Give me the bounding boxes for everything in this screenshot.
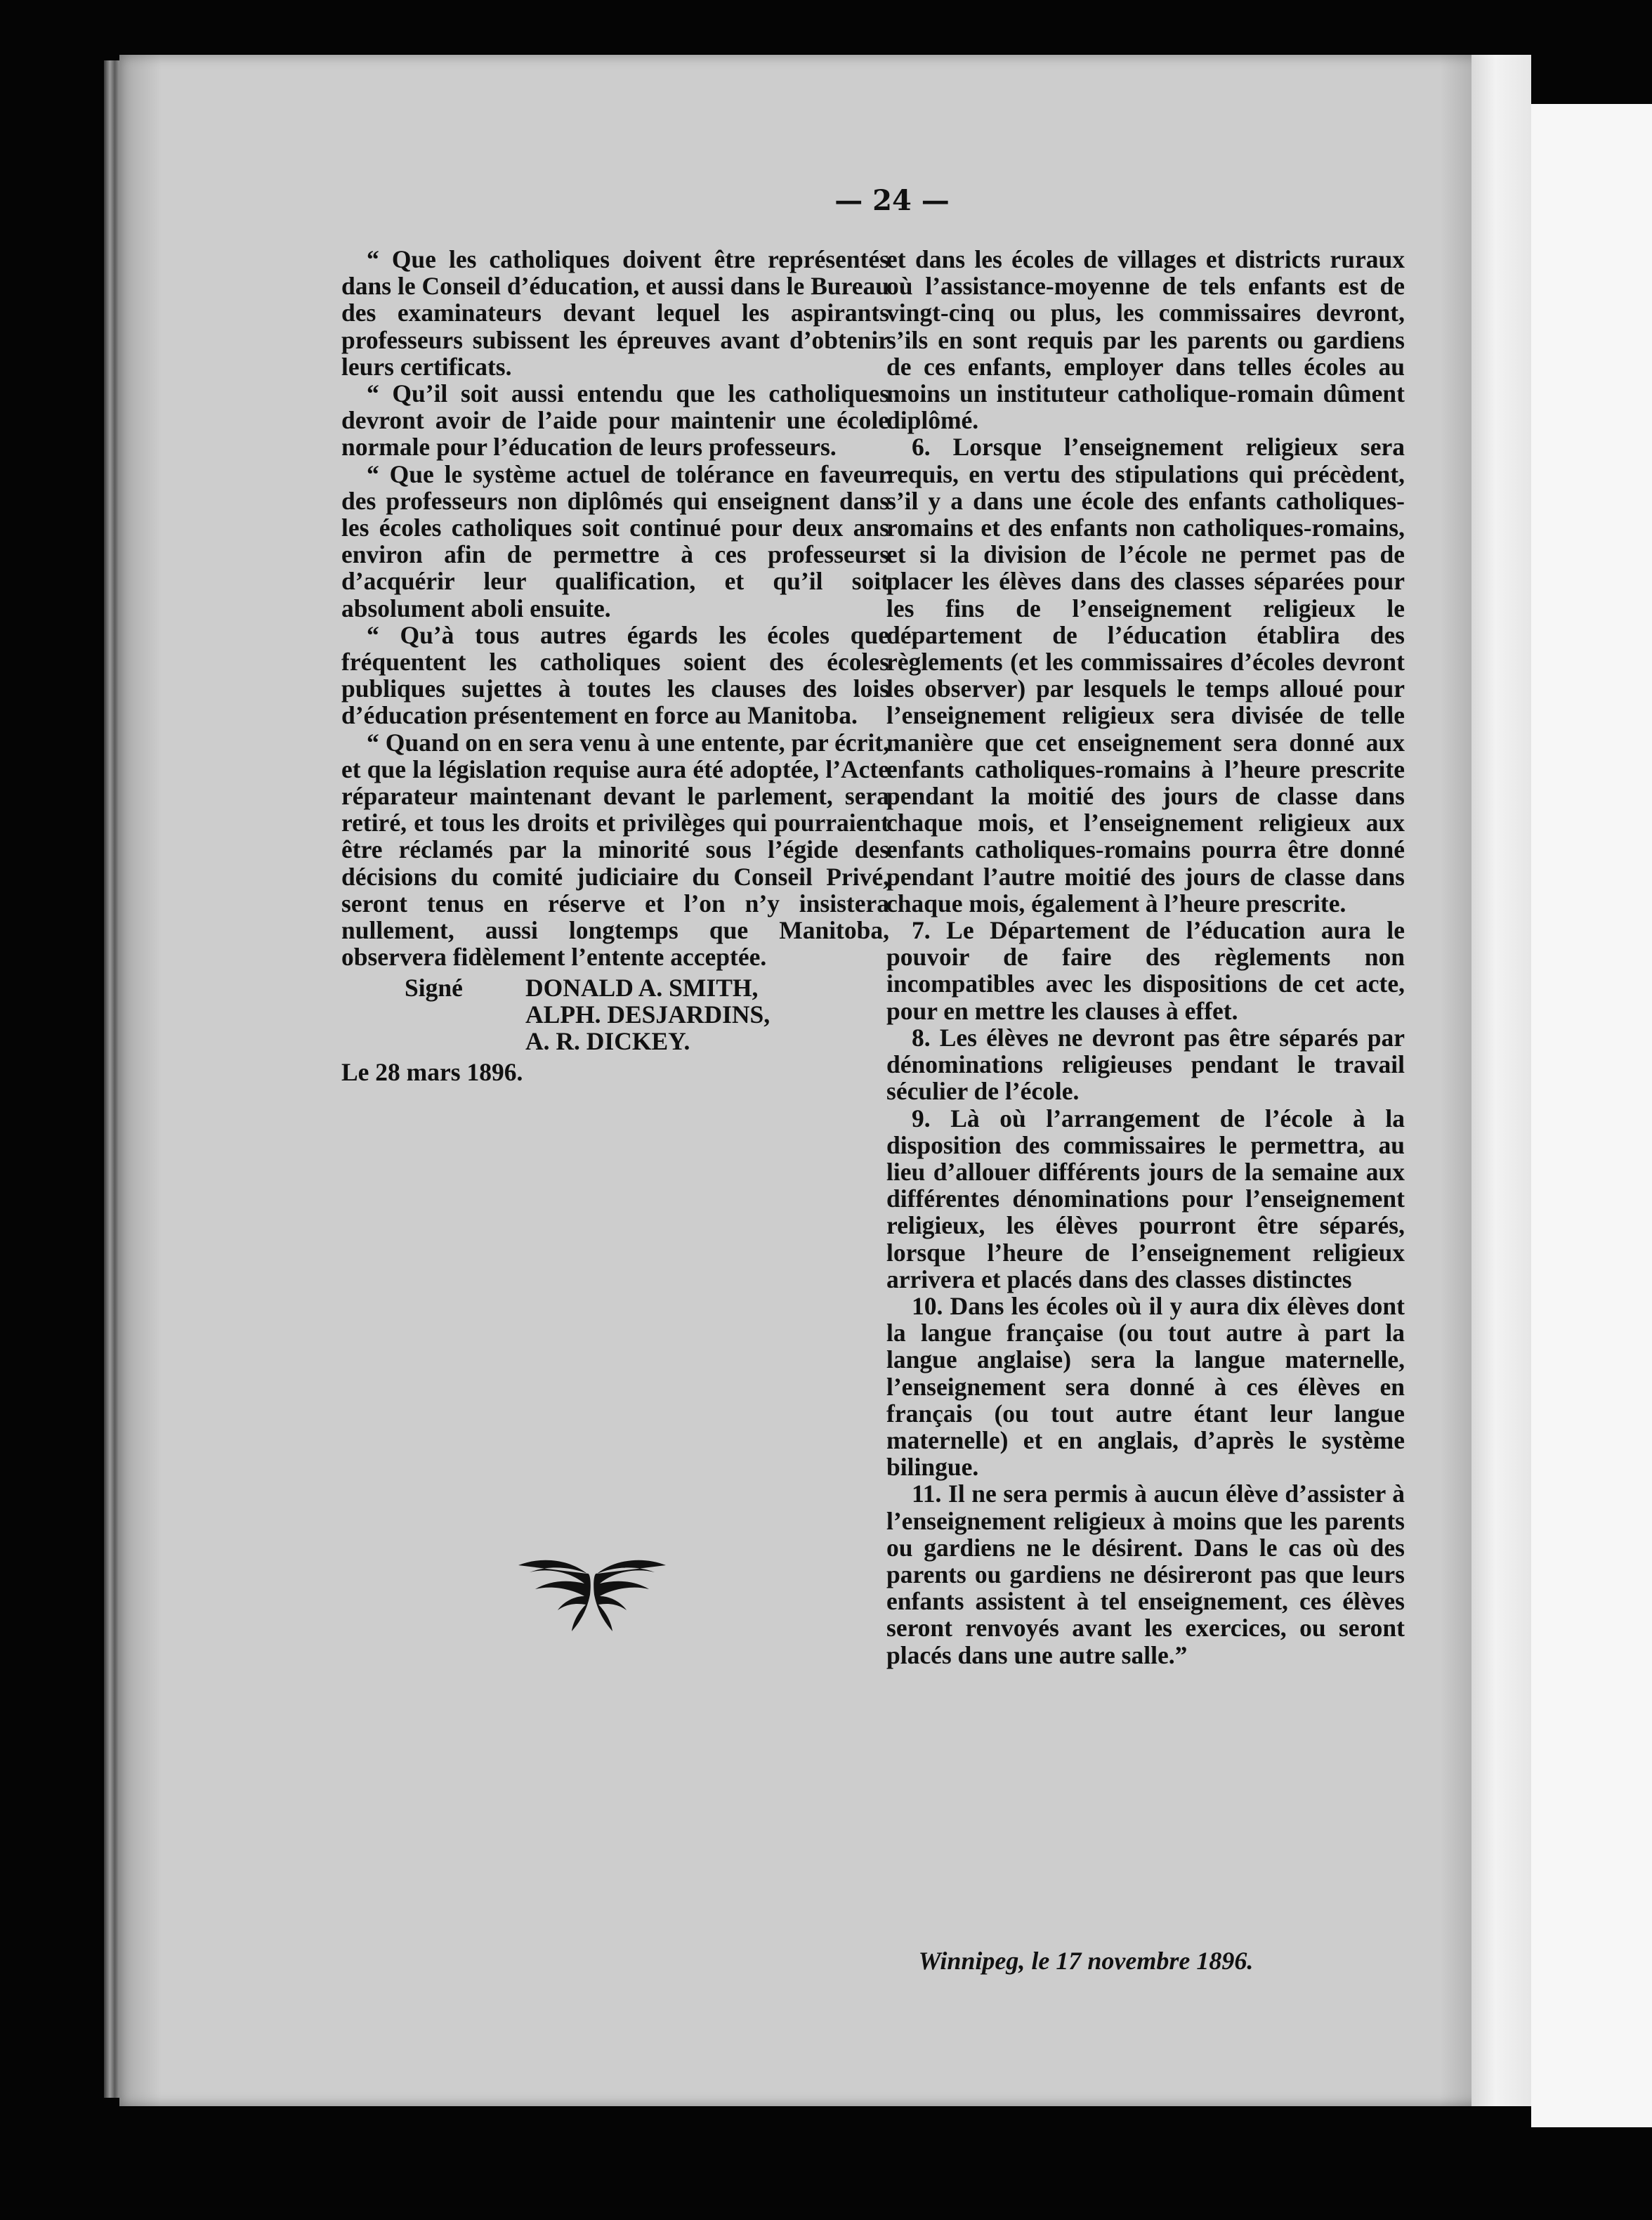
closing-dateline: Winnipeg, le 17 novembre 1896. (918, 1947, 1254, 1975)
paragraph: “ Que le système actuel de tolérance en faveur des professeurs non diplômés qui enseignent dans les écoles catholiques soit continué pour deux ans environ afin de permettre à ces professeurs d’acquérir leur qualification, et qu’il soit absolument aboli ensuite. (341, 459, 889, 622)
paragraph: “ Que les catholiques doivent être représentés dans le Conseil d’éducation, et aussi dans le Bureau des examinateurs devant lequel les aspirants professeurs subissent les épreuves avant d’obtenir leurs certificats. (341, 245, 889, 381)
paragraph: 7. Le Département de l’éducation aura le pouvoir de faire des règlements non incompatibles avec les dispositions de cet acte, pour en mettre les clauses à effet. (886, 916, 1405, 1025)
paragraph: “ Qu’à tous autres égards les écoles que fréquentent les catholiques soient des écoles publiques sujettes à toutes les clauses des lois d’éducation présentement en force au Manitoba. (341, 620, 889, 730)
left-column (341, 246, 889, 1086)
paragraph: “ Quand on en sera venu à une entente, par écrit, et que la législation requise aura été adoptée, l’Acte réparateur maintenant devant le parlement, sera retiré, et tous les droits et privilèges qui pourraient être réclamés par la minorité sous l’égide des décisions du comité judiciaire du Conseil Privé, seront tenus en réserve et l’on n’y insistera nullement, aussi longtemps que Manitoba, observera fidèlement l’entente acceptée. (341, 728, 889, 972)
paragraph: 6. Lorsque l’enseignement religieux sera requis, en vertu des stipulations qui précèdent, s’il y a dans une école des enfants catholiques-romains et des enfants non catholiques-romains, et si la division de l’école ne permet pas de placer les élèves dans des classes séparées pour les fins de l’enseignement religieux le département de l’éducation établira des règlements (et les commissaires d’écoles devront les observer) par lesquels le temps alloué pour l’enseignement religieux sera divisée de telle manière que cet enseignement sera donné aux enfants catholiques-romains à l’heure prescrite pendant la moitié des jours de classe dans chaque mois, et l’enseignement religieux aux enfants catholiques-romains pourra être donné pendant l’autre moitié des jours de classe dans chaque mois, également à l’heure prescrite. (886, 433, 1405, 918)
signatory-name: ALPH. DESJARDINS, (525, 1000, 771, 1029)
right-column (886, 246, 1405, 1669)
page-number: — 24 — (834, 184, 950, 217)
paragraph: 10. Dans les écoles où il y aura dix élèves dont la langue française (ou tout autre à part la langue anglaise) sera la langue maternelle, l’enseignement sera donné à ces élèves en français (ou tout autre étant leur langue maternelle) et en anglais, d’après le système bilingue. (886, 1291, 1405, 1482)
page-gutter-shadow (1471, 55, 1531, 2106)
signatory-name: A. R. DICKEY. (525, 1027, 690, 1056)
signature-date: Le 28 mars 1896. (341, 1058, 523, 1087)
scan-border-right (1531, 104, 1652, 2127)
paragraph: 9. Là où l’arrangement de l’école à la disposition des commissaires le permettra, au lieu d’allouer différents jours de la semaine aux différentes dénominations pour l’enseignement religieux, les élèves pourront être séparés, lorsque l’heure de l’enseignement religieux arrivera et placés dans des classes distinctes (886, 1104, 1405, 1293)
signed-label: Signé (405, 974, 463, 1003)
paragraph: 8. Les élèves ne devront pas être séparés par dénominations religieuses pendant le travail séculier de l’école. (886, 1023, 1405, 1106)
paragraph: “ Qu’il soit aussi entendu que les catholiques devront avoir de l’aide pour maintenir une école normale pour l’éducation de leurs professeurs. (341, 379, 889, 462)
signatory-name: DONALD A. SMITH, (525, 974, 759, 1003)
paragraph: et dans les écoles de villages et districts ruraux où l’assistance-moyenne de tels enfants est de vingt-cinq ou plus, les commissaires devront, s’ils en sont requis par les parents ou gardiens de ces enfants, employer dans telles écoles au moins un instituteur catholique-romain dûment diplômé. (886, 245, 1405, 435)
ornament-icon (511, 1553, 673, 1637)
signatories (525, 974, 770, 1054)
paragraph: 11. Il ne sera permis à aucun élève d’assister à l’enseignement religieux à moins que les parents ou gardiens ne le désirent. Dans le cas où des parents ou gardiens ne désireront pas que leurs enfants assistent à tel enseignement, ces élèves seront renvoyés avant les exercices, ou seront placés dans une autre salle.” (886, 1480, 1405, 1669)
signature-block (341, 974, 889, 1059)
